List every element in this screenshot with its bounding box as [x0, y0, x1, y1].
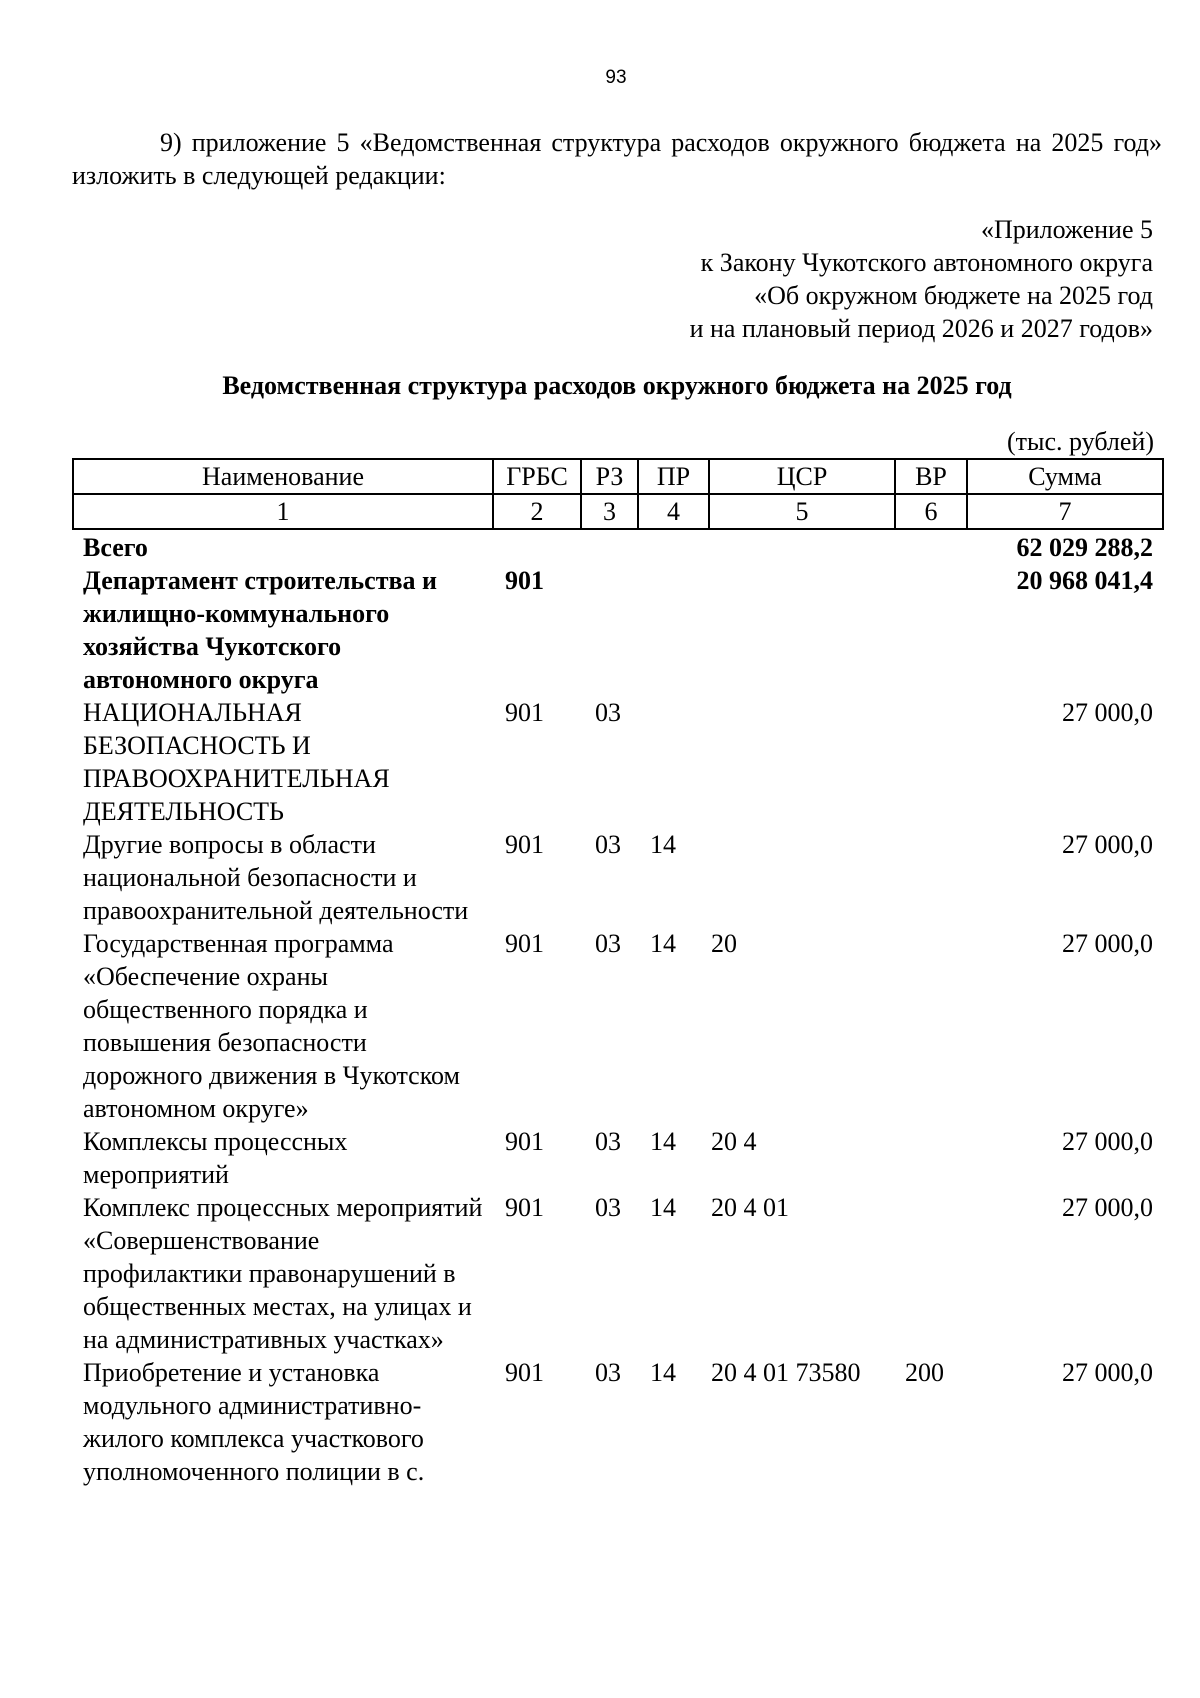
row-grbs: 901 [505, 698, 544, 727]
row-vr [895, 564, 967, 696]
row-rz: 03 [595, 929, 621, 958]
row-vr [895, 828, 967, 927]
expenditure-table-container [72, 458, 1162, 1488]
row-grbs: 901 [505, 830, 544, 859]
column-number: 2 [493, 494, 581, 529]
row-rz: 03 [595, 698, 621, 727]
units-label: (тыс. рублей) [1006, 427, 1154, 456]
row-pr: 14 [650, 1358, 676, 1387]
table-row [73, 696, 1163, 828]
intro-paragraph: 9) приложение 5 «Ведомственная структура расходов окружного бюджета на 2025 год» изложить в следующей редакции: [72, 128, 1162, 190]
row-pr [638, 696, 709, 828]
row-grbs: 901 [505, 1193, 544, 1222]
row-sum: 27 000,0 [1062, 1127, 1153, 1156]
row-csr: 20 [711, 929, 737, 958]
table-column-numbers-row [73, 494, 1163, 529]
table-row [73, 1125, 1163, 1191]
header-grbs: ГРБС [493, 459, 581, 494]
row-vr [895, 531, 967, 564]
row-rz: 03 [595, 830, 621, 859]
header-csr: ЦСР [709, 459, 895, 494]
row-vr [895, 1125, 967, 1191]
row-vr [895, 696, 967, 828]
row-name: Государственная программа «Обеспечение охраны общественного порядка и повышения безопасности дорожного движения в Чукотском автономном округе» [83, 929, 460, 1123]
row-pr: 14 [650, 1127, 676, 1156]
row-rz [581, 531, 638, 564]
column-number: 4 [638, 494, 709, 529]
row-pr: 14 [650, 929, 676, 958]
appendix-reference [453, 213, 1153, 345]
table-row-department [73, 564, 1163, 696]
row-vr [895, 927, 967, 1125]
row-rz: 03 [595, 1193, 621, 1222]
row-sum: 62 029 288,2 [1016, 533, 1153, 562]
row-grbs: 901 [505, 1127, 544, 1156]
row-sum: 27 000,0 [1062, 1193, 1153, 1222]
table-row [73, 1191, 1163, 1356]
row-vr: 200 [905, 1358, 944, 1387]
row-csr [709, 531, 895, 564]
table-row-total [73, 531, 1163, 564]
row-name: Приобретение и установка модульного административно-жилого комплекса участкового уполномоченного полиции в с. [83, 1358, 425, 1486]
table-row [73, 927, 1163, 1125]
row-vr [895, 1191, 967, 1356]
page-number: 93 [605, 67, 627, 88]
row-rz: 03 [595, 1127, 621, 1156]
row-csr: 20 4 [711, 1127, 757, 1156]
row-name: Департамент строительства и жилищно-коммунального хозяйства Чукотского автономного округа [83, 566, 437, 694]
table-row [73, 1356, 1163, 1488]
expenditure-table [72, 458, 1164, 1488]
row-rz: 03 [595, 1358, 621, 1387]
row-grbs: 901 [505, 1358, 544, 1387]
row-name: Комплекс процессных мероприятий «Совершенствование профилактики правонарушений в общественных местах, на улицах и на административных участках» [83, 1193, 483, 1354]
row-name: Комплексы процессных мероприятий [83, 1127, 348, 1189]
appendix-line: к Закону Чукотского автономного округа [700, 248, 1153, 277]
header-rz: РЗ [581, 459, 638, 494]
header-name: Наименование [73, 459, 493, 494]
row-pr: 14 [650, 1193, 676, 1222]
row-pr: 14 [650, 830, 676, 859]
row-csr [709, 696, 895, 828]
row-name: Другие вопросы в области национальной безопасности и правоохранительной деятельности [83, 830, 469, 925]
row-csr [709, 564, 895, 696]
header-pr: ПР [638, 459, 709, 494]
row-grbs [493, 531, 581, 564]
header-vr: ВР [895, 459, 967, 494]
row-name: НАЦИОНАЛЬНАЯ БЕЗОПАСНОСТЬ И ПРАВООХРАНИТЕЛЬНАЯ ДЕЯТЕЛЬНОСТЬ [83, 698, 390, 826]
header-sum: Сумма [967, 459, 1163, 494]
column-number: 5 [709, 494, 895, 529]
column-number: 6 [895, 494, 967, 529]
row-csr [709, 828, 895, 927]
appendix-line: «Об окружном бюджете на 2025 год [754, 281, 1153, 310]
column-number: 1 [73, 494, 493, 529]
row-sum: 27 000,0 [1062, 1358, 1153, 1387]
column-number: 3 [581, 494, 638, 529]
table-row [73, 828, 1163, 927]
row-csr: 20 4 01 73580 [711, 1358, 861, 1387]
row-grbs: 901 [505, 929, 544, 958]
row-rz [581, 564, 638, 696]
row-pr [638, 564, 709, 696]
row-grbs: 901 [505, 566, 544, 595]
appendix-line: и на плановый период 2026 и 2027 годов» [689, 314, 1153, 343]
row-pr [638, 531, 709, 564]
row-sum: 27 000,0 [1062, 830, 1153, 859]
row-sum: 27 000,0 [1062, 929, 1153, 958]
row-csr: 20 4 01 [711, 1193, 789, 1222]
row-sum: 27 000,0 [1062, 698, 1153, 727]
row-name: Всего [83, 533, 148, 562]
column-number: 7 [967, 494, 1163, 529]
appendix-line: «Приложение 5 [980, 215, 1153, 244]
row-sum: 20 968 041,4 [1016, 566, 1153, 595]
table-header-row [73, 459, 1163, 494]
document-title: Ведомственная структура расходов окружного бюджета на 2025 год [222, 371, 1012, 400]
